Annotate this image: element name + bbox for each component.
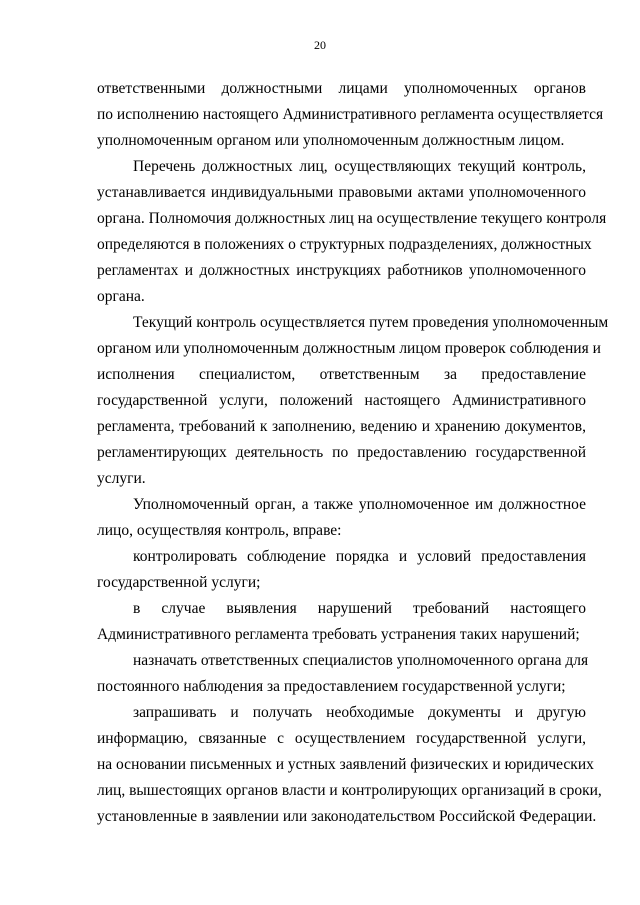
paragraph-line: Уполномоченный орган, а также уполномоченное им должностное <box>133 496 586 513</box>
paragraph-line: Текущий контроль осуществляется путем проведения уполномоченным <box>133 314 609 331</box>
paragraph-line: органа. Полномочия должностных лиц на осуществление текущего контроля <box>97 210 607 227</box>
page-number: 20 <box>314 38 326 52</box>
paragraph-line: контролировать соблюдение порядка и условий предоставления <box>133 548 586 565</box>
paragraph-line: определяются в положениях о структурных подразделениях, должностных <box>97 236 592 253</box>
paragraph-line: в случае выявления нарушений требований настоящего <box>133 600 586 617</box>
paragraph-line: по исполнению настоящего Административного регламента осуществляется <box>97 106 604 123</box>
paragraph-line: государственной услуги; <box>97 574 261 591</box>
paragraph-line: на основании письменных и устных заявлений физических и юридических <box>97 756 594 773</box>
paragraph-line: лиц, вышестоящих органов власти и контролирующих организаций в сроки, <box>97 782 602 799</box>
paragraph-line: исполнения специалистом, ответственным за предоставление <box>97 366 586 383</box>
paragraph-line: установленные в заявлении или законодательством Российской Федерации. <box>97 808 597 825</box>
paragraph-line: лицо, осуществляя контроль, вправе: <box>97 522 342 539</box>
paragraph-line: государственной услуги, положений настоящего Административного <box>97 392 586 409</box>
paragraph-line: органом или уполномоченным должностным лицом проверок соблюдения и <box>97 340 601 357</box>
paragraph-line: назначать ответственных специалистов уполномоченного органа для <box>133 652 589 669</box>
paragraph-line: регламента, требований к заполнению, ведению и хранению документов, <box>97 418 586 435</box>
paragraph-line: ответственными должностными лицами уполномоченных органов <box>97 80 586 97</box>
paragraph-line: услуги. <box>97 470 146 487</box>
paragraph-line: информацию, связанные с осуществлением государственной услуги, <box>97 730 586 747</box>
paragraph-line: Перечень должностных лиц, осуществляющих текущий контроль, <box>133 158 586 175</box>
paragraph-line: постоянного наблюдения за предоставлением государственной услуги; <box>97 678 566 695</box>
paragraph-line: органа. <box>97 288 145 305</box>
paragraph-line: устанавливается индивидуальными правовыми актами уполномоченного <box>97 184 586 201</box>
paragraph-line: Административного регламента требовать устранения таких нарушений; <box>97 626 580 643</box>
paragraph-line: уполномоченным органом или уполномоченным должностным лицом. <box>97 132 565 149</box>
paragraph-line: запрашивать и получать необходимые документы и другую <box>133 704 586 721</box>
paragraph-line: регламентах и должностных инструкциях работников уполномоченного <box>97 262 586 279</box>
paragraph-line: регламентирующих деятельность по предоставлению государственной <box>97 444 586 461</box>
